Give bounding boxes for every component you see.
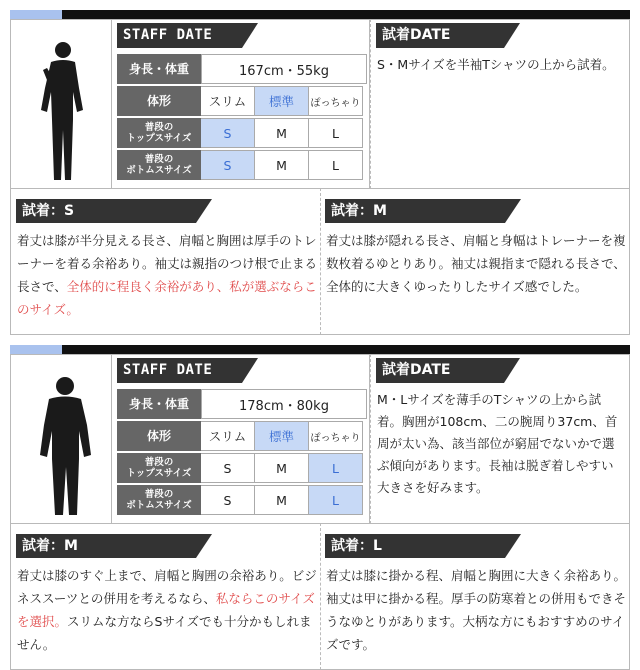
bottoms-size-m: M	[255, 150, 309, 180]
trial-l-text: 着丈は膝に掛かる程、肩幅と胸囲に大きく余裕あり。袖丈は甲に掛かる程。厚手の防寒着との併用もできそうなゆとりがあります。大柄な方にもおすすめのサイズです。	[326, 568, 627, 652]
trial-l-panel	[320, 523, 630, 670]
bottoms-size-label: 普段の ボトムスサイズ	[117, 150, 201, 180]
height-weight-label: 身長・体重	[117, 54, 201, 84]
body-option-standard: 標準	[255, 86, 309, 116]
bottoms-size-s: S	[201, 150, 255, 180]
trial-date-text: S・Mサイズを半袖Tシャツの上から試着。	[377, 57, 615, 72]
trial-s-highlight: 全体的に程良く余裕があり、私が選ぶならこのサイズ。	[17, 279, 317, 317]
height-weight-value: 178cm・80kg	[201, 389, 367, 419]
trial-m-panel	[10, 523, 321, 670]
trial-s-header: 試着：S	[16, 199, 196, 223]
trial-date-header: 試着DATE	[376, 358, 504, 383]
body-option-standard: 標準	[255, 421, 309, 451]
bottoms-size-row	[117, 485, 367, 515]
body-type-label: 体形	[117, 86, 201, 116]
person-silhouette-icon	[37, 375, 93, 521]
person-silhouette-icon	[37, 40, 87, 186]
tops-size-row	[117, 118, 367, 148]
body-option-chubby: ぽっちゃり	[309, 421, 363, 451]
tops-size-l: L	[309, 453, 363, 483]
staff-data-grid	[117, 389, 367, 517]
bottoms-size-label: 普段の ボトムスサイズ	[117, 485, 201, 515]
body-option-chubby: ぽっちゃり	[309, 86, 363, 116]
trial-m-text: 着丈は膝のすぐ上まで、肩幅と胸囲の余裕あり。ビジネススーツとの併用を考えるなら、私ならこのサイズを選択。スリムな方ならSサイズでも十分かもしれません。	[17, 568, 317, 652]
accent-tab	[10, 10, 62, 19]
staff-data-header: STAFF DATE	[117, 358, 242, 383]
tops-size-m: M	[255, 118, 309, 148]
trial-m-header: 試着：M	[16, 534, 196, 558]
staff-data-grid	[117, 54, 367, 182]
block-top-bar	[10, 345, 630, 354]
trial-l-header: 試着：L	[325, 534, 505, 558]
trial-s-panel	[10, 188, 321, 335]
trial-date-panel	[370, 354, 630, 524]
body-type-row	[117, 86, 367, 116]
staff-data-panel	[111, 354, 370, 524]
tops-size-s: S	[201, 453, 255, 483]
trial-m-text: 着丈は膝が隠れる長さ、肩幅と身幅はトレーナーを複数枚着るゆとりあり。袖丈は親指まで隠れる長さで、全体的に大きくゆったりしたサイズ感でした。	[326, 233, 626, 294]
tops-size-label: 普段の トップスサイズ	[117, 118, 201, 148]
height-weight-value: 167cm・55kg	[201, 54, 367, 84]
staff-data-panel	[111, 19, 370, 189]
body-type-label: 体形	[117, 421, 201, 451]
trial-m-header: 試着：M	[325, 199, 505, 223]
tops-size-m: M	[255, 453, 309, 483]
tops-size-label: 普段の トップスサイズ	[117, 453, 201, 483]
height-weight-row	[117, 389, 367, 419]
body-option-slim: スリム	[201, 421, 255, 451]
staff-data-header: STAFF DATE	[117, 23, 242, 48]
trial-date-text: M・Lサイズを薄手のTシャツの上から試着。胸囲が108cm、二の腕周り37cm、首周が太い為、該当部位が窮屈でないかで選ぶ傾向があります。長袖は脱ぎ着しやすい大きさを好みます。	[377, 392, 618, 495]
tops-size-s: S	[201, 118, 255, 148]
height-weight-row	[117, 54, 367, 84]
bottoms-size-l: L	[309, 485, 363, 515]
trial-date-header: 試着DATE	[376, 23, 504, 48]
bottoms-size-l: L	[309, 150, 363, 180]
silhouette-panel	[10, 354, 111, 524]
accent-tab	[10, 345, 62, 354]
tops-size-l: L	[309, 118, 363, 148]
trial-m-panel	[320, 188, 630, 335]
staff-review-block-1	[10, 10, 630, 335]
trial-date-panel	[370, 19, 630, 189]
tops-size-row	[117, 453, 367, 483]
bottoms-size-m: M	[255, 485, 309, 515]
body-type-row	[117, 421, 367, 451]
silhouette-panel	[10, 19, 111, 189]
bottoms-size-row	[117, 150, 367, 180]
trial-s-text: 着丈は膝が半分見える長さ、肩幅と胸囲は厚手のトレーナーを着る余裕あり。袖丈は親指のつけ根で止まる長さで、全体的に程良く余裕があり、私が選ぶならこのサイズ。	[17, 233, 318, 317]
staff-review-block-2	[10, 345, 630, 670]
block-top-bar	[10, 10, 630, 19]
trial-m-highlight: 私ならこのサイズを選択。	[17, 591, 315, 629]
bottoms-size-s: S	[201, 485, 255, 515]
body-option-slim: スリム	[201, 86, 255, 116]
height-weight-label: 身長・体重	[117, 389, 201, 419]
